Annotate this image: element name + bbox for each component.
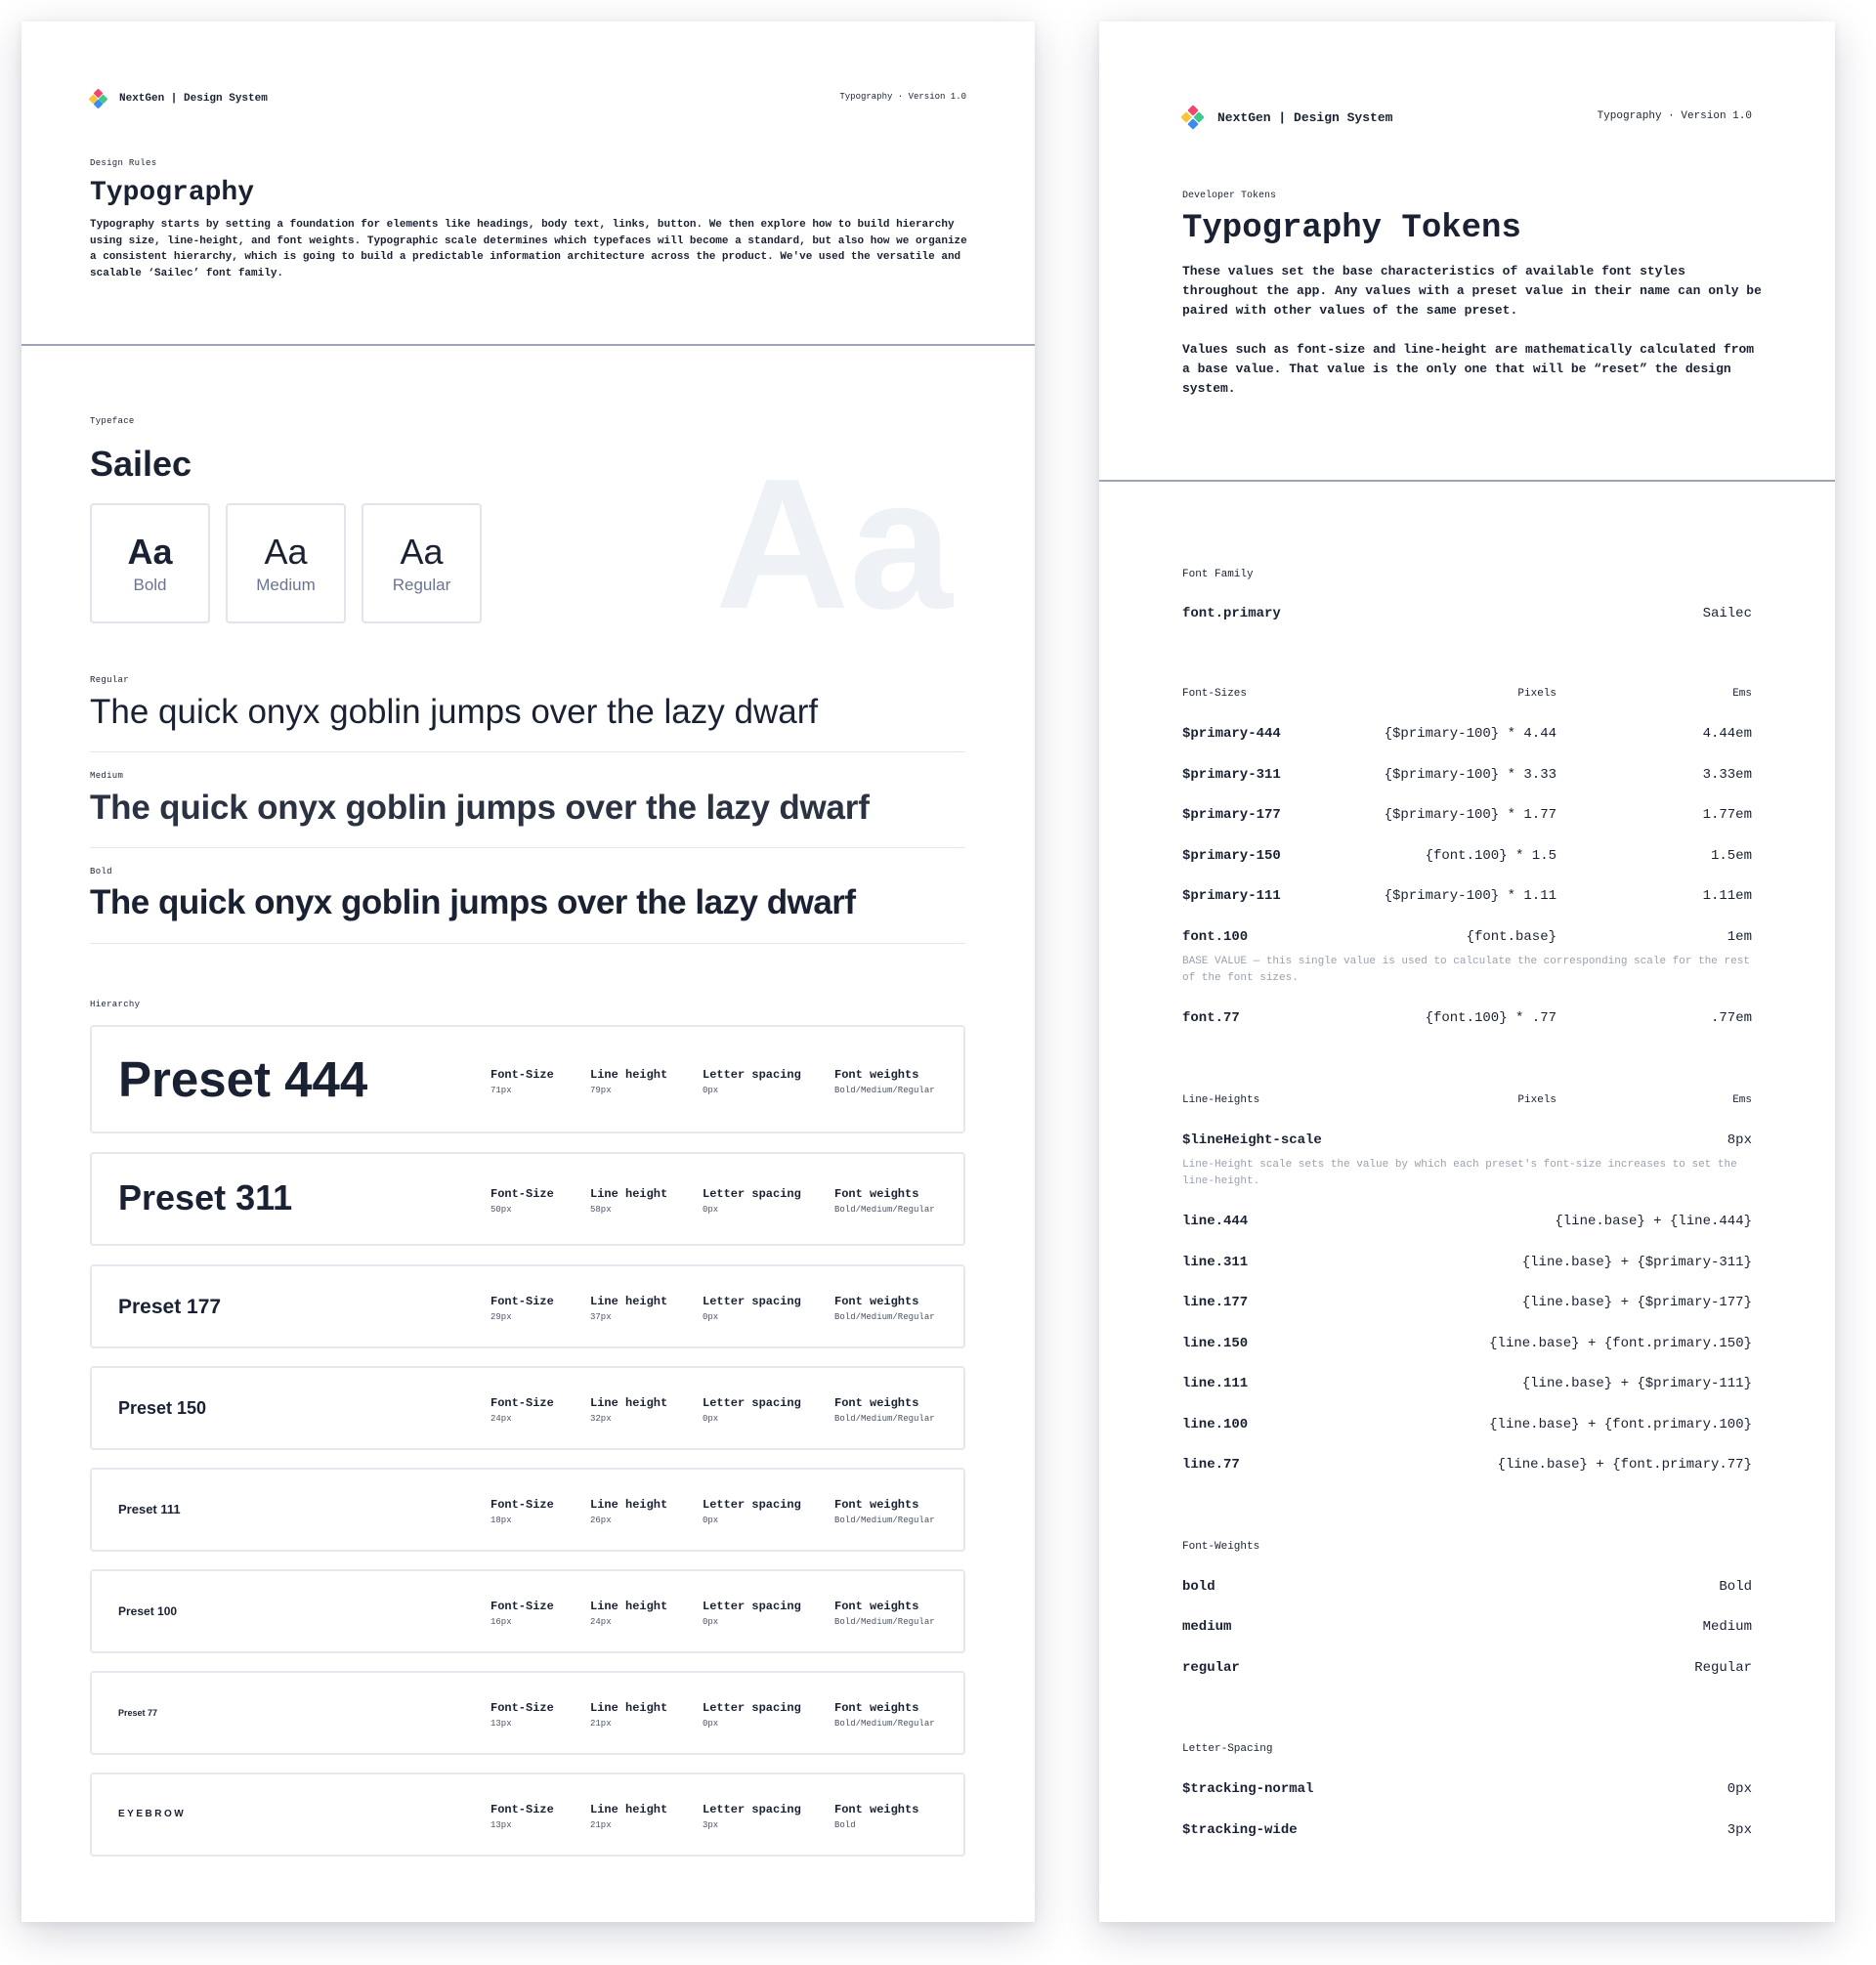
token-name: font.77 [1182,1010,1240,1026]
sample-medium: The quick onyx goblin jumps over the lazy dwarf [90,789,870,827]
weight-label: Regular [392,576,451,594]
token-pixels: {font.100} * .77 [1425,1010,1556,1026]
token-value: {line.base} + {line.444} [1555,1214,1752,1229]
logo-icon [90,90,107,107]
token-name: $primary-444 [1182,726,1281,742]
brand-name: NextGen | Design System [1217,109,1393,125]
token-value: Regular [1694,1660,1752,1676]
token-value: {line.base} + {$primary-177} [1521,1295,1752,1310]
weight-card-regular [362,503,482,623]
token-pixels: {$primary-100} * 3.33 [1384,767,1556,783]
weight-card-medium [226,503,346,623]
preset-letter-spacing: Letter spacing 0px [703,1600,801,1627]
column-header-ems: Ems [1732,1094,1752,1106]
token-pixels: {font.100} * 1.5 [1425,848,1556,864]
section-eyebrow: Design Rules [90,158,157,168]
token-value: Sailec [1702,606,1752,621]
preset-font-size: Font-Size 71px [490,1068,554,1095]
token-name: font.primary [1182,606,1281,621]
token-ems: 3.33em [1702,767,1752,783]
preset-letter-spacing: Letter spacing 0px [703,1295,801,1322]
intro-paragraph: Values such as font-size and line-height are mathematically calculated from a base value. That value is the only one that will be “reset” the design system. [1182,342,1755,396]
preset-font-size: Font-Size 29px [490,1295,554,1322]
preset-font-weights: Font weights Bold/Medium/Regular [834,1600,935,1627]
brand-name: NextGen | Design System [119,93,268,105]
token-value: 0px [1727,1781,1752,1797]
preset-letter-spacing: Letter spacing 0px [703,1187,801,1215]
token-name: $primary-311 [1182,767,1281,783]
intro-text: Typography starts by setting a foundation for elements like headings, body text, links, button. We then explore how to build hierarchy using size, line-height, and font weights. Typographic scale determines which typefaces will become a standard, but also how we organize a consistent hierarchy, which is going to build a predictable information architecture across the product. We've used the versatile and scalable ‘Sailec’ font family. [90,219,967,279]
preset-font-size: Font-Size 13px [490,1701,554,1729]
token-name: regular [1182,1660,1240,1676]
preset-line-height: Line height 58px [590,1187,668,1215]
token-ems: 1.77em [1702,807,1752,823]
column-header-pixels: Pixels [1517,688,1556,700]
token-name: $primary-177 [1182,807,1281,823]
preset-card [90,1264,965,1348]
preset-card [90,1152,965,1246]
token-value: Medium [1702,1619,1752,1635]
preset-font-size: Font-Size 50px [490,1187,554,1215]
scale-note: Line-Height scale sets the value by which each preset's font-size increases to set the line-height. [1182,1159,1737,1187]
preset-line-height: Line height 21px [590,1803,668,1830]
divider [90,847,965,848]
preset-font-size: Font-Size 18px [490,1498,554,1525]
tokens-page [1099,21,1835,1922]
doc-meta: Typography · Version 1.0 [1597,110,1752,122]
weight-label: Medium [256,576,316,594]
preset-letter-spacing: Letter spacing 0px [703,1498,801,1525]
typeface-label: Typeface [90,416,135,426]
preset-font-weights: Font weights Bold/Medium/Regular [834,1187,935,1215]
intro-paragraph: These values set the base characteristics of available font styles throughout the app. Any values with a preset value in their name can only be paired with other values of the same preset. [1182,264,1762,318]
weight-card-bold [90,503,210,623]
token-ems: 1em [1727,929,1752,945]
preset-font-size: Font-Size 24px [490,1396,554,1424]
preset-font-weights: Font weights Bold/Medium/Regular [834,1396,935,1424]
preset-card [90,1773,965,1857]
token-pixels: {$primary-100} * 4.44 [1384,726,1556,742]
token-value: 3px [1727,1822,1752,1838]
preset-letter-spacing: Letter spacing 0px [703,1068,801,1095]
token-ems: 4.44em [1702,726,1752,742]
preset-name: Preset 177 [118,1296,222,1318]
preset-name: Preset 100 [118,1604,178,1618]
token-name: medium [1182,1619,1232,1635]
sample-label: Regular [90,675,129,685]
weight-label: Bold [133,576,167,594]
sample-bold: The quick onyx goblin jumps over the lazy dwarf [90,883,856,921]
preset-name: Preset 444 [118,1051,368,1107]
token-name: bold [1182,1579,1215,1595]
sample-regular: The quick onyx goblin jumps over the lazy dwarf [90,693,819,731]
preset-font-weights: Font weights Bold/Medium/Regular [834,1295,935,1322]
section-heading: Font-Sizes [1182,688,1248,700]
section-heading: Font Family [1182,569,1254,580]
preset-card [90,1569,965,1653]
token-name: $lineHeight-scale [1182,1132,1322,1148]
preset-name: Preset 111 [118,1502,181,1516]
token-name: line.150 [1182,1336,1249,1351]
preset-line-height: Line height 32px [590,1396,668,1424]
preset-line-height: Line height 21px [590,1701,668,1729]
token-value: {line.base} + {$primary-311} [1521,1255,1752,1270]
column-header-ems: Ems [1732,688,1752,700]
typeface-name: Sailec [90,444,192,484]
token-name: font.100 [1182,929,1249,945]
token-value: 8px [1727,1132,1752,1148]
section-heading: Font-Weights [1182,1541,1260,1553]
sample-label: Medium [90,771,124,781]
watermark-glyph: Aa [715,441,953,648]
preset-font-weights: Font weights Bold/Medium/Regular [834,1498,935,1525]
preset-name: EYEBROW [118,1809,187,1819]
header-brand [90,90,268,107]
preset-font-size: Font-Size 16px [490,1600,554,1627]
token-name: $tracking-wide [1182,1822,1298,1838]
token-pixels: {$primary-100} * 1.77 [1384,807,1556,823]
preset-letter-spacing: Letter spacing 0px [703,1396,801,1424]
preset-line-height: Line height 26px [590,1498,668,1525]
token-name: line.444 [1182,1214,1249,1229]
token-ems: 1.11em [1702,888,1752,904]
preset-font-weights: Font weights Bold/Medium/Regular [834,1068,935,1095]
weight-glyph: Aa [400,532,444,572]
preset-font-size: Font-Size 13px [490,1803,554,1830]
weight-glyph: Aa [264,532,308,572]
weight-glyph: Aa [127,532,173,572]
typography-page [21,21,1035,1922]
token-name: line.77 [1182,1457,1240,1473]
preset-card [90,1468,965,1552]
preset-letter-spacing: Letter spacing 3px [703,1803,801,1830]
preset-card [90,1366,965,1450]
divider [90,943,965,944]
token-name: $primary-150 [1182,848,1281,864]
header-brand [1182,107,1392,128]
page-title: Typography [90,178,255,208]
preset-line-height: Line height 79px [590,1068,668,1095]
token-name: line.111 [1182,1376,1249,1391]
token-ems: .77em [1710,1010,1752,1026]
preset-line-height: Line height 37px [590,1295,668,1322]
preset-name: Preset 77 [118,1708,158,1718]
token-name: line.177 [1182,1295,1249,1310]
preset-name: Preset 150 [118,1398,207,1418]
hierarchy-label: Hierarchy [90,1000,141,1009]
token-name: $primary-111 [1182,888,1281,904]
divider [90,751,965,752]
token-value: {line.base} + {font.primary.150} [1489,1336,1752,1351]
divider [1099,480,1835,482]
column-header-pixels: Pixels [1517,1094,1556,1106]
preset-line-height: Line height 24px [590,1600,668,1627]
doc-meta: Typography · Version 1.0 [839,92,966,102]
preset-card [90,1025,965,1133]
preset-font-weights: Font weights Bold [834,1803,919,1830]
token-value: {line.base} + {$primary-111} [1521,1376,1752,1391]
token-name: line.100 [1182,1417,1249,1432]
preset-font-weights: Font weights Bold/Medium/Regular [834,1701,935,1729]
section-eyebrow: Developer Tokens [1182,191,1277,201]
token-value: Bold [1719,1579,1752,1595]
preset-card [90,1671,965,1755]
page-title: Typography Tokens [1182,210,1521,247]
section-heading: Line-Heights [1182,1094,1260,1106]
token-pixels: {font.base} [1466,929,1556,945]
token-pixels: {$primary-100} * 1.11 [1384,888,1556,904]
divider [21,344,1035,346]
logo-icon [1182,107,1204,128]
token-value: {line.base} + {font.primary.77} [1497,1457,1752,1473]
token-value: {line.base} + {font.primary.100} [1489,1417,1752,1432]
token-name: line.311 [1182,1255,1249,1270]
section-heading: Letter-Spacing [1182,1743,1273,1755]
token-ems: 1.5em [1710,848,1752,864]
sample-label: Bold [90,867,112,876]
token-name: $tracking-normal [1182,1781,1314,1797]
base-value-note: BASE VALUE — this single value is used to calculate the corresponding scale for the rest of the font sizes. [1182,956,1750,984]
preset-name: Preset 311 [118,1177,293,1217]
preset-letter-spacing: Letter spacing 0px [703,1701,801,1729]
